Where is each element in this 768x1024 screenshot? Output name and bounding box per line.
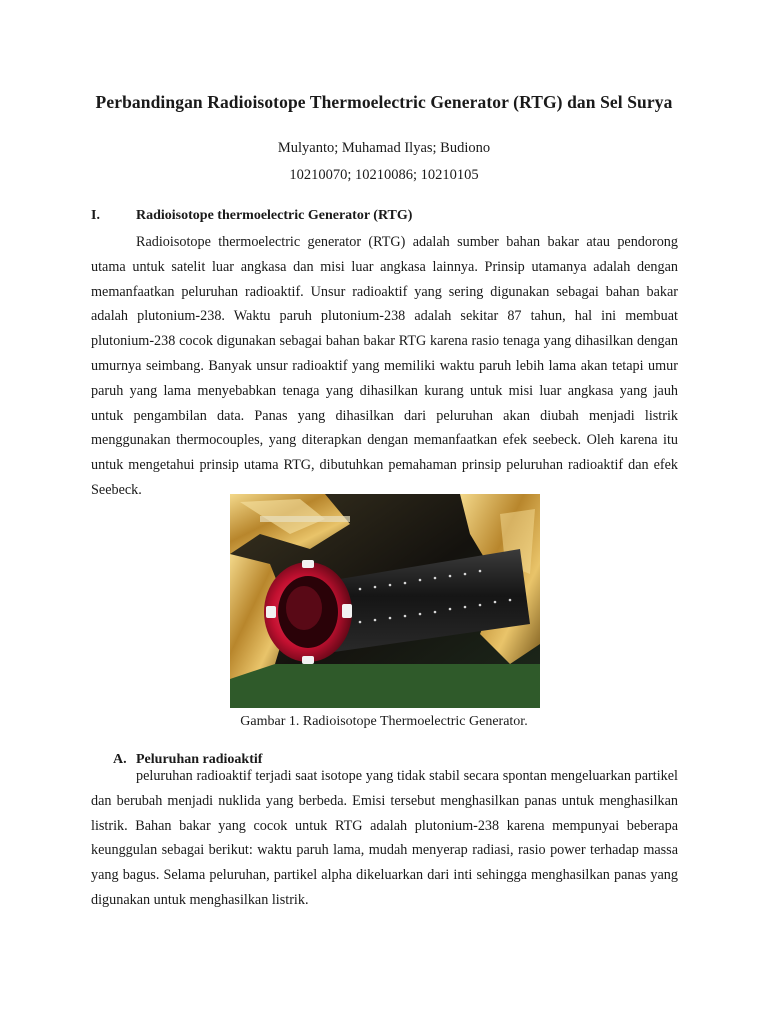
subsection-heading: Peluruhan radioaktif xyxy=(136,752,263,767)
author-ids: 10210070; 10210086; 10210105 xyxy=(289,167,479,183)
rtg-photo xyxy=(230,494,540,708)
figure-caption: Gambar 1. Radioisotope Thermoelectric Generator. xyxy=(240,714,528,729)
section-heading: Radioisotope thermoelectric Generator (RTG) xyxy=(136,208,413,223)
author-names: Mulyanto; Muhamad Ilyas; Budiono xyxy=(277,140,491,156)
section-paragraph: Radioisotope thermoelectric generator (RTG) adalah sumber bahan bakar atau pendorong utama untuk satelit luar angkasa dan misi luar angkasa lainnya. Prinsip utamanya adalah dengan memanfaatkan peluruhan radioaktif. Unsur radioaktif yang sering digunakan sebagai bahan bakar adalah plutonium-238. Waktu paruh plutonium-238 adalah sekitar 87 tahun, hal ini membuat plutonium-238 cocok digunakan sebagai bahan bakar RTG karena rasio tenaga yang dihasilkan dengan umurnya seimbang. Banyak unsur radioaktif yang memiliki waktu paruh lebih lama akan tetapi umur paruh yang lama menyebabkan tenaga yang dihasilkan kurang untuk misi luar angkasa yang jauh untuk pengambilan data. Panas yang dihasilkan dari peluruhan akan diubah menjadi listrik menggunakan thermocouples, yang diterapkan dengan memanfaatkan efek seebeck. Oleh karena itu untuk mengetahui prinsip utama RTG, dibutuhkan pemahaman prinsip peluruhan radioaktif dan efek Seebeck. xyxy=(91,234,678,498)
subsection-number: A. xyxy=(113,752,127,767)
document-title: Perbandingan Radioisotope Thermoelectric Generator (RTG) dan Sel Surya xyxy=(95,92,673,112)
section-number: I. xyxy=(91,208,100,223)
subsection-paragraph: peluruhan radioaktif terjadi saat isotope yang tidak stabil secara spontan mengeluarkan partikel dan berubah menjadi nuklida yang berbeda. Emisi tersebut menghasilkan panas untuk menghasilkan listrik. Bahan bakar yang cocok untuk RTG adalah plutonium-238 karena mempunyai beberapa keunggulan sebagai berikut: waktu paruh lama, mudah menyerap radiasi, rasio power terhadap massa yang bagus. Selama peluruhan, partikel alpha dikeluarkan dari inti sehingga menghasilkan panas yang digunakan untuk menghasilkan listrik. xyxy=(91,768,678,908)
